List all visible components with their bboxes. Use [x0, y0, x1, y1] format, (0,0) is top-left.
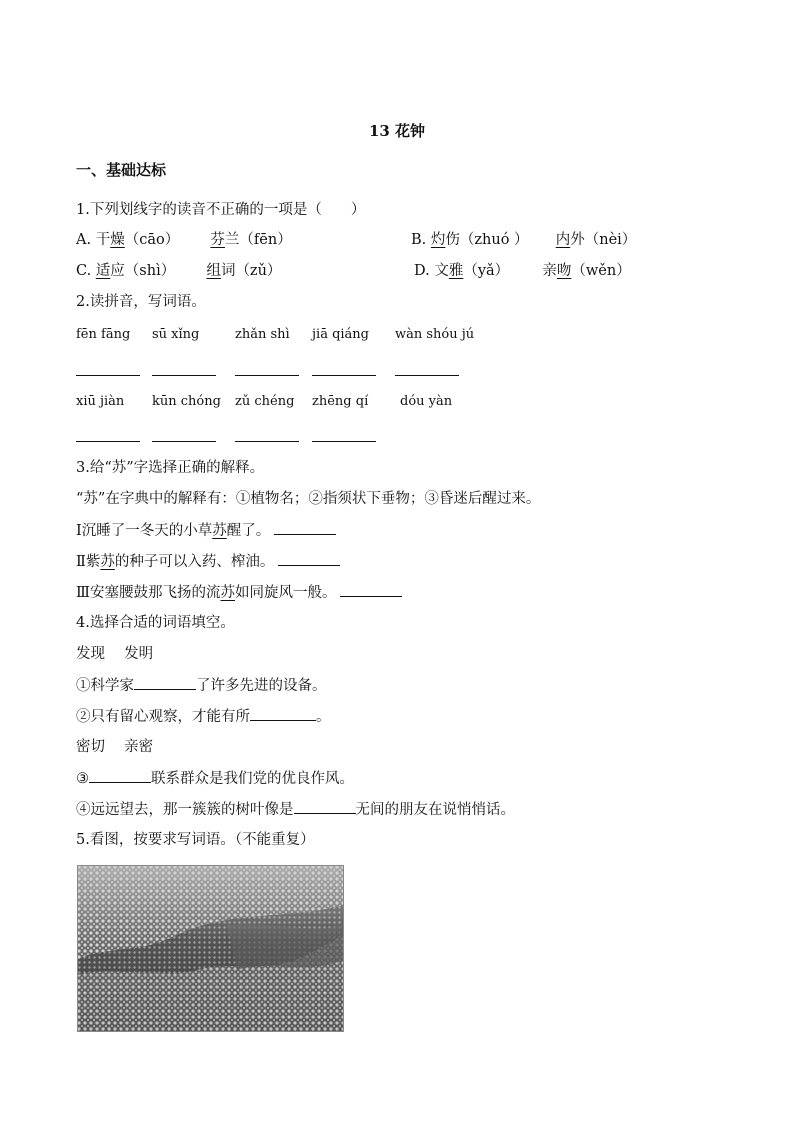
pinyin-4: jiā qiáng	[312, 327, 369, 342]
pinyin-10: dóu yàn	[400, 394, 453, 409]
q1-option-a: A. 干燥（cāo） 芬兰（fēn）	[76, 232, 292, 248]
page-title: 13 花钟	[368, 122, 426, 140]
q4-sentence-2: ②只有留心观察，才能有所 。	[76, 706, 331, 727]
q1-option-c: C. 适应（shì） 组词（zǔ）	[76, 263, 282, 279]
pinyin-9: zhēng qí	[312, 394, 369, 409]
answer-line[interactable]	[235, 375, 299, 376]
answer-line[interactable]	[395, 375, 459, 376]
answer-blank[interactable]	[250, 706, 316, 721]
q3-stem: 3.给“苏”字选择正确的解释。	[76, 460, 265, 476]
q4-sentence-4: ④远远望去，那一簇簇的树叶像是 无间的朋友在说悄悄话。	[76, 799, 515, 820]
q1-option-d: D. 文雅（yǎ） 亲吻（wěn）	[414, 263, 631, 279]
q5-stem: 5.看图，按要求写词语。（不能重复）	[76, 832, 315, 848]
answer-line[interactable]	[312, 441, 376, 442]
answer-blank[interactable]	[340, 582, 402, 597]
pinyin-7: kūn chóng	[152, 394, 221, 409]
q3-sentence-1: Ⅰ沉睡了一冬天的小草苏醒了。	[76, 520, 336, 541]
section-heading: 一、基础达标	[76, 161, 167, 179]
q4-sentence-3: ③ 联系群众是我们党的优良作风。	[76, 768, 354, 789]
pinyin-2: sū xǐng	[152, 327, 200, 342]
pinyin-6: xiū jiàn	[76, 394, 125, 409]
answer-line[interactable]	[312, 375, 376, 376]
q1-stem: 1.下列划线字的读音不正确的一项是（ ）	[76, 202, 366, 218]
flower-field-photo	[77, 865, 344, 1032]
q4-word-group-1: 发现 发明	[76, 646, 154, 662]
q1-option-b: B. 灼伤（zhuó ） 内外（nèi）	[411, 232, 637, 248]
answer-blank[interactable]	[278, 551, 340, 566]
answer-line[interactable]	[235, 441, 299, 442]
q3-sentence-2: Ⅱ紫苏的种子可以入药、榨油。	[76, 551, 340, 572]
answer-line[interactable]	[76, 375, 140, 376]
q4-stem: 4.选择合适的词语填空。	[76, 615, 235, 631]
pinyin-1: fēn fāng	[76, 327, 131, 342]
answer-blank[interactable]	[89, 768, 151, 783]
q4-word-group-2: 密切 亲密	[76, 739, 154, 755]
q2-stem: 2.读拼音，写词语。	[76, 294, 206, 310]
q3-meanings: “苏”在字典中的解释有：①植物名；②指须状下垂物；③昏迷后醒过来。	[76, 491, 541, 507]
answer-line[interactable]	[76, 441, 140, 442]
pinyin-5: wàn shóu jú	[395, 327, 475, 342]
answer-blank[interactable]	[294, 799, 356, 814]
pinyin-8: zǔ chéng	[235, 394, 295, 409]
pinyin-3: zhǎn shì	[235, 327, 290, 342]
answer-blank[interactable]	[274, 520, 336, 535]
q3-sentence-3: Ⅲ安塞腰鼓那飞扬的流苏如同旋风一般。	[76, 582, 402, 603]
answer-line[interactable]	[152, 441, 216, 442]
answer-blank[interactable]	[134, 675, 196, 690]
answer-line[interactable]	[152, 375, 216, 376]
q4-sentence-1: ①科学家 了许多先进的设备。	[76, 675, 327, 696]
